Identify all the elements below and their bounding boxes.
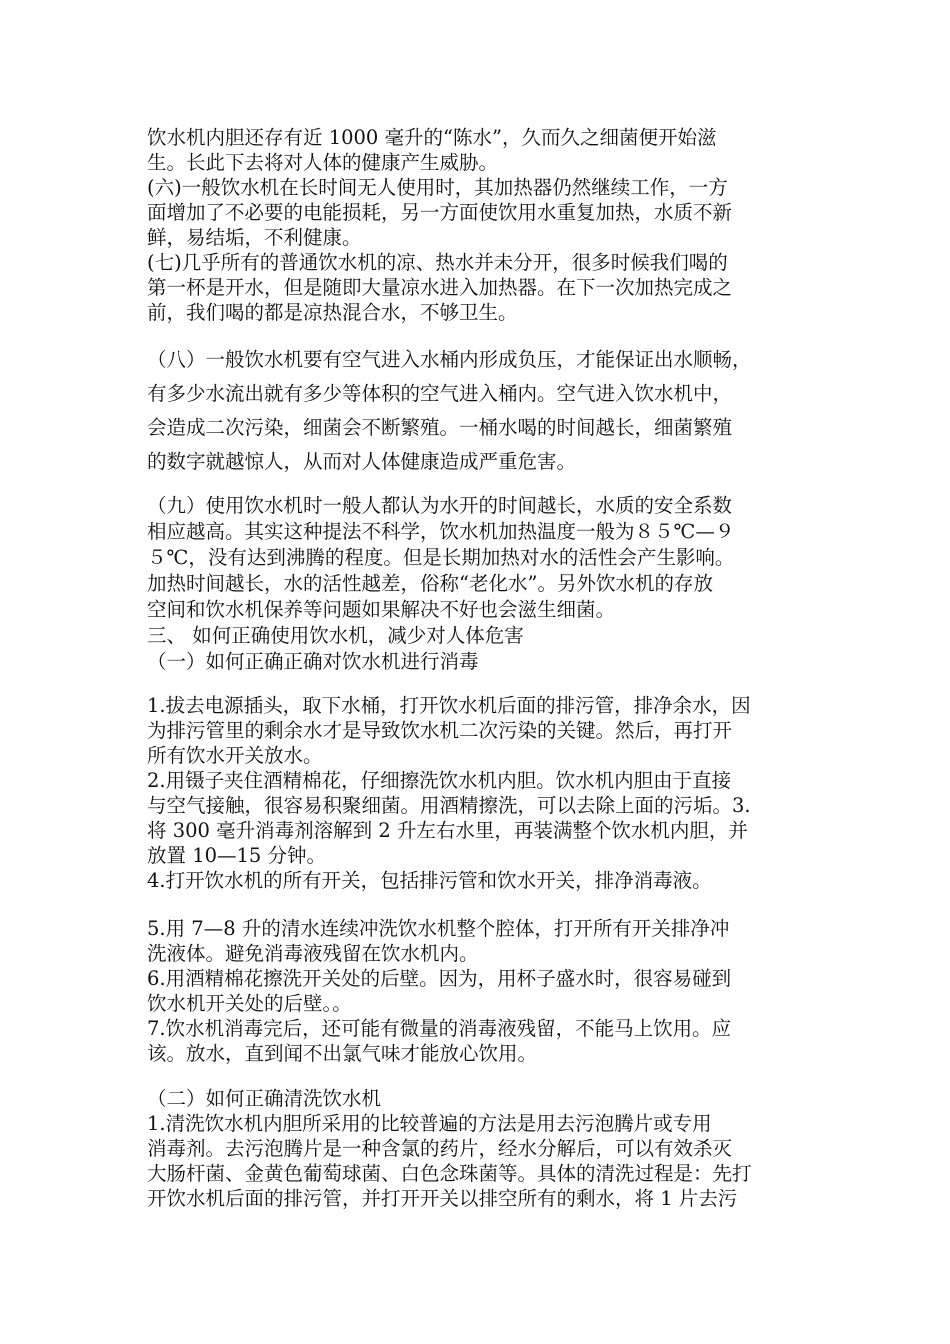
text-line: ５℃，没有达到沸腾的程度。但是长期加热对水的活性会产生影响。 <box>147 546 735 569</box>
text-line: 将 300 毫升消毒剂溶解到 2 升左右水里，再装满整个饮水机内胆，并 <box>147 819 748 842</box>
text-block-f <box>147 1086 807 1211</box>
text-line: 该。放水，直到闻不出氯气味才能放心饮用。 <box>147 1042 538 1065</box>
text-line: 空间和饮水机保养等问题如果解决不好也会滋生细菌。 <box>147 598 616 621</box>
text-line: 1.拔去电源插头，取下水桶，打开饮水机后面的排污管，排净余水，因 <box>147 694 751 717</box>
text-line: 会造成二次污染，细菌会不断繁殖。一桶水喝的时间越长，细菌繁殖 <box>147 416 733 439</box>
text-line: 1.清洗饮水机内胆所采用的比较普遍的方法是用去污泡腾片或专用 <box>147 1112 712 1135</box>
text-line: 相应越高。其实这种提法不科学，饮水机加热温度一般为８５℃—９ <box>147 520 735 543</box>
text-line: 的数字就越惊人，从而对人体健康造成严重危害。 <box>147 450 577 473</box>
text-line: 所有饮水开关放水。 <box>147 744 323 767</box>
text-block-d <box>147 693 807 893</box>
text-line: 5.用 7—8 升的清水连续冲洗饮水机整个腔体，打开所有开关排净冲 <box>147 917 730 940</box>
text-line: 加热时间越长，水的活性越差，俗称“老化水”。另外饮水机的存放 <box>147 572 713 595</box>
subsection-heading: （二）如何正确清洗饮水机 <box>147 1087 382 1110</box>
text-block-c <box>147 493 807 675</box>
text-block-a <box>147 125 807 325</box>
text-line: 洗液体。避免消毒液残留在饮水机内。 <box>147 942 479 965</box>
text-line: （九）使用饮水机时一般人都认为水开的时间越长，水质的安全系数 <box>147 494 733 517</box>
text-line: 鲜，易结垢，不利健康。 <box>147 226 362 249</box>
text-line: 大肠杆菌、金黄色葡萄球菌、白色念珠菌等。具体的清洗过程是：先打 <box>147 1162 752 1185</box>
text-line: 消毒剂。去污泡腾片是一种含氯的药片，经水分解后，可以有效杀灭 <box>147 1137 733 1160</box>
text-line: 与空气接触，很容易积聚细菌。用酒精擦洗，可以去除上面的污垢。3. <box>147 794 751 817</box>
text-line: 饮水机内胆还存有近 1000 毫升的“陈水”，久而久之细菌便开始滋 <box>147 126 717 149</box>
text-line: 生。长此下去将对人体的健康产生威胁。 <box>147 151 499 174</box>
text-line: 为排污管里的剩余水才是导致饮水机二次污染的关键。然后，再打开 <box>147 719 733 742</box>
text-line: 2.用镊子夹住酒精棉花，仔细擦洗饮水机内胆。饮水机内胆由于直接 <box>147 769 732 792</box>
text-block-e <box>147 916 807 1066</box>
text-line: （八）一般饮水机要有空气进入水桶内形成负压，才能保证出水顺畅， <box>147 348 752 371</box>
text-line: (七)几乎所有的普通饮水机的凉、热水并未分开，很多时候我们喝的 <box>147 251 728 274</box>
text-block-b <box>147 343 807 479</box>
section-heading: 三、 如何正确使用饮水机，减少对人体危害 <box>147 624 524 647</box>
text-line: 放置 10—15 分钟。 <box>147 844 327 867</box>
text-line: 有多少水流出就有多少等体积的空气进入桶内。空气进入饮水机中， <box>147 382 733 405</box>
text-line: (六)一般饮水机在长时间无人使用时，其加热器仍然继续工作，一方 <box>147 176 728 199</box>
text-line: 4.打开饮水机的所有开关，包括排污管和饮水开关，排净消毒液。 <box>147 869 712 892</box>
text-line: 7.饮水机消毒完后，还可能有微量的消毒液残留，不能马上饮用。应 <box>147 1017 732 1040</box>
subsection-heading: （一）如何正确正确对饮水机进行消毒 <box>147 650 479 673</box>
text-line: 前，我们喝的都是凉热混合水，不够卫生。 <box>147 301 518 324</box>
text-line: 6.用酒精棉花擦洗开关处的后壁。因为，用杯子盛水时，很容易碰到 <box>147 967 732 990</box>
text-line: 饮水机开关处的后壁。。 <box>147 992 352 1015</box>
text-line: 开饮水机后面的排污管，并打开开关以排空所有的剩水，将 1 片去污 <box>147 1187 738 1210</box>
text-line: 第一杯是开水，但是随即大量凉水进入加热器。在下一次加热完成之 <box>147 276 733 299</box>
text-line: 面增加了不必要的电能损耗，另一方面使饮用水重复加热，水质不新 <box>147 201 733 224</box>
